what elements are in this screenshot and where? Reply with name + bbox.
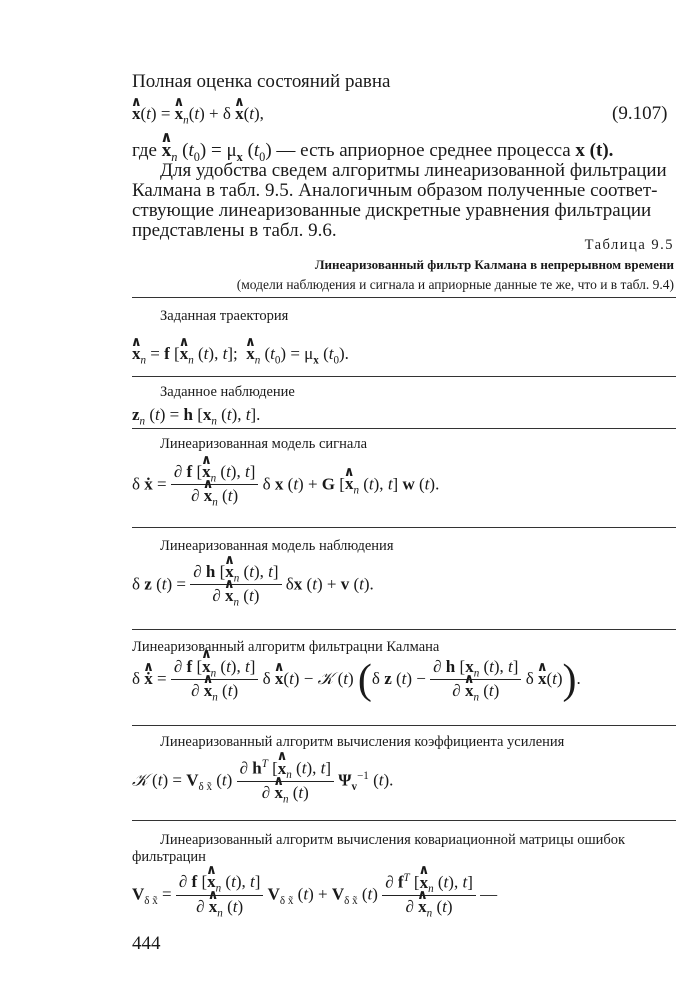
formula-kalman-algorithm: δ ∧ ẋ = $\frac{\partial f [\wedge x_n (t), t]}{\partial \wedge x_n (t)}$ δ ∧ x(t) − 𝒦 (t) (δ z (t) − $\frac{\partial h [x_n (t), t]}{\partial \wedge x_n (t)}$ δ ∧ x(t)). (132, 656, 581, 704)
section-header-covariance-l2: фильтрацин (132, 849, 206, 865)
table-label: Таблица 9.5 (584, 237, 674, 253)
formula-observation: $z_n$ (t) = h [$x_n$ (t), t]. (132, 405, 261, 428)
section-header-observation: Заданное наблюдение (160, 384, 295, 400)
formula-covariance: $V_{\delta x̃}$ = $\frac{\partial f [\wedge x_n (t), t]}{\partial \wedge x_n (t)}$ $V_{\delta x̃}$ $(t) + V_{\delta x̃}$ (t) $\frac{\partial f^T [\wedge x_n (t), t]}{\partial \wedge x_n (t)}$ — (132, 872, 497, 919)
paragraph-line-3: ствующие линеаризованные дискретные уравнения фильтрации (132, 200, 652, 221)
table-rule (132, 527, 676, 528)
equation-9-107: ∧ x(t) = ∧ $x_n(t) + \delta$ ∧ x(t), (132, 104, 264, 126)
table-rule (132, 820, 676, 821)
page-number: 444 (132, 933, 161, 954)
table-subtitle: (модели наблюдения и сигнала и априорные данные те же, что и в табл. 9.4) (236, 277, 674, 292)
section-header-gain: Линеаризованный алгоритм вычисления коэффициента усиления (160, 734, 565, 750)
table-title: Линеаризованный фильтр Калмана в непрерывном времени (314, 257, 674, 272)
table-rule (132, 297, 676, 298)
section-header-covariance-l1: Линеаризованный алгоритм вычисления ковариационной матрицы ошибок (160, 832, 626, 848)
formula-trajectory: ∧ $x_n = f$ [∧ $x_n$ (t), t]; ∧ $x_n$ $(t_0) = \mu_x$ $(t_0)$. (132, 344, 349, 366)
formula-signal-model: δ ẋ = $\frac{\partial f [\wedge x_n (t), t]}{\partial \wedge x_n (t)}$ δ x (t) + G [∧ $x_n$ (t), t] w (t). (132, 462, 439, 509)
paragraph-line-1: Для удобства сведем алгоритмы линеаризованной фильтрации (160, 160, 667, 181)
where-process: x (t). (575, 140, 614, 161)
section-header-observation-model: Линеаризованная модель наблюдения (160, 538, 394, 554)
formula-observation-model: δ z (t) = $\frac{\partial h [\wedge x_n (t), t]}{\partial \wedge x_n (t)}$ δx (t) + v (t). (132, 562, 374, 609)
equation-number: (9.107) (612, 103, 668, 124)
table-rule (132, 725, 676, 726)
formula-gain: 𝒦 $(t) = V_{\delta x̃}$ (t) $\frac{\partial h^T [\wedge x_n (t), t]}{\partial \wedge x_n (t)}$ $\Psi_v^{-1}$ (t). (132, 758, 393, 805)
table-rule (132, 428, 676, 429)
table-rule (132, 376, 676, 377)
section-header-kalman-algorithm: Линеаризованный алгоритм фильтрацни Калмана (132, 639, 440, 655)
paragraph-line-2: Калмана в табл. 9.5. Аналогичным образом полученные соответ- (132, 180, 658, 201)
paragraph-line-4: представлены в табл. 9.6. (132, 220, 337, 241)
where-line: где ∧ $x_n$ $(t_0) = \mu_x$ $(t_0)$ — есть априорное среднее процесса x (t). (132, 141, 613, 164)
table-rule (132, 629, 676, 630)
section-header-signal-model: Линеаризованная модель сигнала (160, 436, 368, 452)
intro-line: Полная оценка состояний равна (132, 71, 391, 92)
section-header-trajectory: Заданная траектория (160, 308, 289, 324)
where-rest: — есть априорное среднее процесса (271, 140, 576, 161)
